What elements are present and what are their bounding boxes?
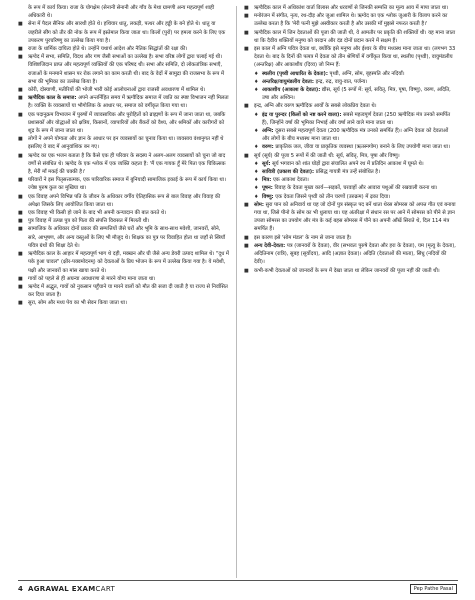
item-heading: अन्तरिक्ष/वायुमंडलीय देवता: <box>262 78 314 85</box>
item-text: सबसे महत्वपूर्ण देवता (250 ऋग्वैदिक मंत्र उनको समर्पित हैं), जिन्होंने वर्षा की भूमिका निभाई और वर्षा लाने वाले माना जाता था। <box>262 111 451 126</box>
sub-list-item <box>244 176 456 184</box>
item-text: द्यौस, सूर्य (5 रूपों में: सूर्य, सवितृ, मित्र, पूषा, विष्णु), वरुण, अदिति, उषा और अश्विन। <box>262 87 451 102</box>
item-heading: सोम: <box>254 201 264 208</box>
item-heading: इंद्र या पुरन्दर (किलों को नष्ट करने वाला): <box>262 111 342 118</box>
list-item <box>244 152 456 160</box>
brand-name-bold: AGRAWAL EXAM <box>28 585 96 593</box>
item-text: ऋग्वेद का एक भजन बताता है कि कैसे एक ही परिवार के सदस्य ने अलग-अलग व्यवसायों को चुना जो बाद वर्णों से संबंधित थे। ऋग्वेद के एक श्लोक में एक व्यक्ति कहता है: 'मैं एक गायक हूँ मेरे पिता एक चिकित्सक है, मेरी माँ मकई की चक्की है।' <box>28 152 226 176</box>
list-item <box>244 12 456 28</box>
list-item <box>18 20 230 45</box>
list-item <box>18 135 230 151</box>
item-text: पृथ्वी, अग्नि, सोम, बृहस्पति और नदियाँ। <box>327 70 405 77</box>
item-text: राजा के धार्मिक दायित्व होते थे। उन्होंने यथार्थ आदेश और नैतिक सिद्धांतों की रक्षा की। <box>28 46 188 53</box>
item-heading: पूषन: <box>262 185 273 192</box>
list-item <box>18 275 230 283</box>
sub-list-item <box>244 193 456 201</box>
sub-list-item <box>244 127 456 143</box>
item-heading: वरुण: <box>262 144 274 151</box>
item-text: एक पदानुक्रम विभाजन में पुरुषों में व्यावसायिक और पुरोहितों को ब्राह्मणों के रूप में जाना जाता था, जबकि प्रशासकों और योद्धाओं को क्षत्रिय, किसानों, व्यापारियों और बैंकरों को वैश्य, और श्रमिकों और कारीगरों को शूद्र के रूप में जाना जाता था। <box>28 111 226 135</box>
list-item <box>18 94 230 110</box>
item-text: प्रसिद्ध गायत्री मंत्र उन्हें संबोधित है। <box>314 169 380 176</box>
footer-badge: Pep Pathe Pasal <box>410 584 457 594</box>
list-item <box>18 4 230 20</box>
sub-list-item <box>244 160 456 168</box>
item-text: इस काल में अग्नि पवित्र देवता था, क्योंकि इसे मनुष्य और ईश्वर के बीच मध्यस्थ माना जाता था। (लगभग 33 देवता थे। बाद के दिनों की पत्पत्र में देवता को तीन श्रेणियों में वर्गीकृत किया था, स्थलीय (पृथ्वी), वायुमंडलीय (अन्तरिक्ष) और आकाशीय (दिव्य) जो निम्न हैं: <box>254 46 456 69</box>
item-text: परिवारों ने इस पितृसत्तात्मक, एक पारिवारिक समाज में बुनियादी सामाजिक इकाई के रूप में कार्य किया था। ज्येष्ठ पुरुष कुल का मुखिया था। <box>28 177 226 192</box>
sub-list-item <box>244 168 456 176</box>
item-text: सूर्य (सूर्य) की पूजा 5 रूपों में की जाती थी: सूर्य, सवितृ, मित्र, पूषा और विष्णु। <box>254 152 400 159</box>
column-divider <box>236 6 237 578</box>
sub-list-item <box>244 86 456 102</box>
list-item <box>244 234 456 242</box>
item-heading: अग्नि: <box>262 128 274 135</box>
right-column <box>244 4 456 275</box>
item-text: विवाह के देवता मुख्य कार्य—सड़कों, चरवाहों और आवारा पशुओं की रखवाली करना था। <box>272 185 438 192</box>
item-heading: सूर्य: <box>262 160 271 167</box>
item-text: ऋग्वेद में सभा, समिति, विदथ और गण जैसी सभाओं का उल्लेख है। सभा वरिष्ठ लोगों द्वारा चलाई गई थी। विशिष्टजिदान प्राप्त और महत्वपूर्ण व्यक्तियों की एक परिषद थी। सभा और समिति, दो लोकतांत्रिक सभाएँ, राजाओं के मनमाने शासन पर रोक लगाने का काम करती थी। बाद के वेदों में सामुद्रा की राजसभा के रूप में सभा की भूमिका का उल्लेख किया है। <box>28 54 225 85</box>
list-item <box>244 4 456 12</box>
list-item <box>18 176 230 192</box>
item-text: प्राकृतिक जल, जीवा या प्राकृतिक व्यवस्था (ऋतस्नगोम) बनाने के लिए उपयोगी माना जाता था। <box>273 144 450 151</box>
item-text: इन्द्र, रुद्र, वायु-वात, पर्जन्य। <box>313 78 368 85</box>
item-heading: अन्य देवी-देवता: <box>254 242 286 249</box>
list-item <box>18 45 230 53</box>
item-text: सुरा, सोम और मध्य पेय का भी सेवन किया जाता था। <box>28 300 127 307</box>
item-heading: विष्णु: <box>262 193 274 200</box>
list-item <box>18 53 230 86</box>
list-item <box>244 267 456 275</box>
page-number: 4 <box>18 585 23 593</box>
list-item <box>18 193 230 209</box>
list-item <box>18 250 230 275</box>
item-text: सेना में पैदल सैनिक और सारथी होते थे। हथियार धातु, लकड़ी, पत्थर और हड्डी के बने होते थे। धातु या जहरीले सींग को तीर की नोक के रूप में इस्तेमाल किया जाता था। किलों (पुरों) पर हमला करने के लिए एक उपकरण पुरचरिष्णु का उल्लेख किया गया है। <box>28 21 226 44</box>
list-item <box>244 201 456 234</box>
item-text: पुत्र विवाह में उत्पन्न पुत्र को पिता की संपत्ति विरासत में मिलती थी। <box>28 218 150 225</box>
sub-list-item <box>244 111 456 127</box>
item-text: सूर्य भगवान को शांत घोड़ों द्वारा संचालित अपने रथ में प्रतिदिन आकाश में घूमते थे। <box>270 160 424 167</box>
item-text: पत्र (जानवरों के देवता), वीर (सभवतः पुरुषे देवता और हरा के देवता), यम (मृत्यु के देवता), अदितिनाम (रात्रि), सुबह (सूर्योदय), आदि (अज्ञात देवता)। अदिति (देवताओं की माता), सिंधु (नदियों की देवी)। <box>254 242 456 266</box>
item-text: ऋग्वैदिक काल में अधिकांश वार्ता विलास और धरवणों से जिनकी सम्पत्ति का मूल्य आय में मापा जाता था। <box>254 5 449 11</box>
list-item <box>18 111 230 136</box>
item-text: इस कारण इसे 'सोम मंडल' के नाम से जाना जाता है। <box>254 234 352 241</box>
footer-rule <box>18 580 458 581</box>
item-text: एक देवता जिसने पृथ्वी को तीन चरणों (उरुक्रम) में ढ़का दिया। <box>273 193 391 200</box>
list-item <box>18 299 230 307</box>
list-item <box>244 45 456 70</box>
brand-logo <box>28 585 115 593</box>
item-text: गायों को पहले से ही अघन्या अवधारणा से मारने योग्य माना जाता था। <box>28 275 156 282</box>
sub-list-item <box>244 143 456 151</box>
item-text: एक विवाह भी किसी हो जाने के बाद भी अपनी कन्यादान की बात करते थे। <box>28 210 167 217</box>
list-item <box>18 152 230 177</box>
item-text: कोरी, दोस्याणी, मतीरियों की भोजी भारी कोई आलोचनाओं द्वारा राजसी अवधारणा में शामिल थे। <box>28 87 206 94</box>
list-item <box>244 102 456 110</box>
item-text: दूसरा सबसे महत्वपूर्ण देवता (200 ऋग्वैदिक मंत्र उनको समर्पित हैं)। अग्नि देवता को देवताओं और लोगों के बीच मध्यस्थ माना जाता था। <box>262 128 449 143</box>
list-item <box>18 225 230 250</box>
page-footer <box>0 580 475 600</box>
item-heading: ऋग्वैदिक काल के समाज: <box>28 95 77 102</box>
item-text: कभी-कभी देवताओं को जानवरों के रूप में देखा जाता था लेकिन जानवरों की पूजा नहीं की जाती थी। <box>254 267 440 274</box>
item-heading: स्थलीय (पृथ्वी आधारित के देवता): <box>262 70 328 77</box>
item-text: एक आकाश देवता। <box>271 177 309 184</box>
sub-list-item <box>244 70 456 78</box>
item-heading: सावित्री (प्रकाश की देवता): <box>262 169 315 176</box>
item-text: इन्द्र, अग्नि और वरुण ऋग्वैदिक आर्यों के सबसे लोकप्रिय देवता थे। <box>254 103 377 110</box>
sub-list-item <box>244 184 456 192</box>
list-item <box>18 217 230 225</box>
brand-name-rest: CART <box>95 585 116 593</box>
item-text: ऋग्वैदिक काल के आहार में महत्वपूर्ण भाग थे दही, मक्खन और घी जैसे अन्य डेयरी उत्पाद शामिल थे। "दूध में पके हुआ चावल" (क्षीर-पक्वमोदनम्) को देवताओं के प्रिय भोजन के रूप में उल्लेख किया गया है। ये मवेशी, पक्षी और जानवरों का मांस खाया करते थे। <box>28 251 229 274</box>
item-text: लोगों ने अपने योग्यता और ज्ञान के आधार पर इन व्यवसायों का चुनाव किया था। व्यवसाय वंशानुगत नहीं थे इसलिए वे बाद में आनुवांशिक बन गए। <box>28 136 224 151</box>
sub-list-item <box>244 78 456 86</box>
item-text: ऋग्वेद में अद्भुत, गायों को नुकसान पहुँचाने या मारने वालों को मौत की सजा दी जाती है या राज्य से निर्वासित कर दिया जाता है। <box>28 283 228 299</box>
item-heading: आकाशीय (आकाश के देवता): <box>262 87 321 94</box>
item-text: सामाजिक के अधिकार दोनों प्रकार की सम्पत्तियों जैसे घरों और भूमि के साथ-साथ मवेशी, जानवरों, सोने, सारे, आभूषण, और अन्य वस्तुओं के लिए भी मौजूद थे। शिक्षक का पुत्र पर विवाहित होता था जहाँ से स्त्रियाँ पवित्र ग्रंथों की शिक्षा देते थे। <box>28 226 226 249</box>
item-heading: मित्र: <box>262 177 272 184</box>
item-text: एक विवाह अपने विभिन्न पति के जीवन के अधिकार वर्गीय ऐतिहासिक रूप से बाल विवाह और विवाह की अपेक्षा जिसके लिए आयोजित किया जाता था। <box>28 193 221 208</box>
list-item <box>18 86 230 94</box>
item-text: सुरा पान को अनिवार्य था यह जो दोनों पुत्र संस्कृत पद बनें थाता थेरस सोमरस को अपत्त गीत एवं बनाया गया था, जिसे पीनो के सोम का भी धुलाया था। यह अंतरिक्षा में संधान रस पर आने में सोमरस को पीने से ज्ञान उपजा सोमरस का उपयोग और मंत्र के कई बहस सोमरस में पौने का अपनी आँखें सिराते थे, दिल 114 मंत्र समर्पित हैं। <box>254 201 456 233</box>
item-text: अपने अन्तर्निहित समय में ऋग्वैदिक समाज में जाति का स्पष्ट विभाजन नहीं मिलता है। व्यक्ति के व्यवसायों या भौगोलिक के आधार पर, समाज को वर्गीकृत किया गया था। <box>28 95 229 110</box>
list-item <box>18 209 230 217</box>
list-item <box>244 29 456 45</box>
list-item <box>18 283 230 299</box>
left-column <box>18 4 230 308</box>
item-text: के रूप में कार्य किया। राजा के योगक्षेम (सेनानी सेनानी और गाँव के मेथा ग्रामणी अन्य महत्वपूर्ण शाही अधिकारी थे। <box>28 5 215 20</box>
item-text: ऋग्वैदिक काल में जिन देवताओं की पूजा की जाती थी, वे आमतौर पर प्रकृति की शक्तियों थी। यह माना जाता था कि दैवीय शक्तियों मनुष्य को वरदान और दंड दोनों प्रदान करने में सक्षम हैं। <box>254 29 456 44</box>
list-item <box>244 242 456 267</box>
item-text: मनोरंजन में संगीत, नृत्य, रथ-दौड़ और जुआ शामिल थे। ऋग्वेद का एक श्लोक जुआरी के विलाप करने का उल्लेख करता है कि 'मेरी पत्नी मुझे अस्वीकार करती है और उसकी माँ मुझसे नफरत करती है।' <box>254 13 448 28</box>
